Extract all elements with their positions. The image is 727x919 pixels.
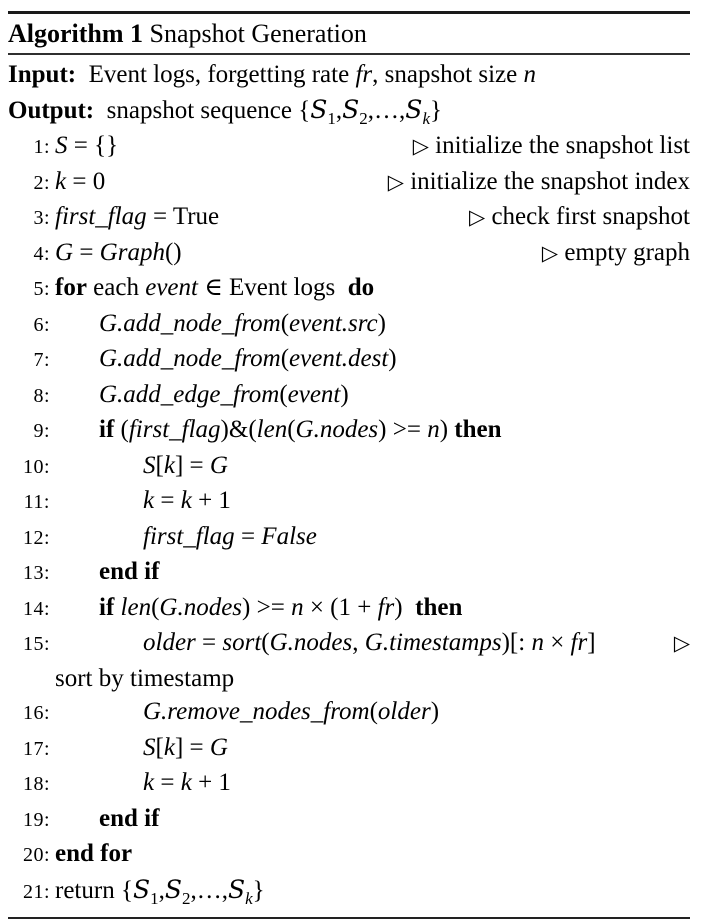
text-segment: = {}: [67, 132, 119, 159]
text-segment: k: [143, 769, 155, 796]
line-content: [55, 626, 596, 660]
line-comment: [403, 129, 690, 164]
line-number: 7:: [33, 349, 50, 371]
line-number: 12:: [22, 526, 50, 549]
text-segment: Event logs, forgetting rate: [76, 61, 356, 88]
text-segment: Snapshot Generation: [143, 18, 367, 48]
text-segment: S: [132, 874, 151, 904]
line-number: 4:: [33, 242, 50, 265]
algorithm-line: [8, 837, 690, 873]
comment-marker-icon: ▷: [412, 134, 429, 158]
algorithm-line: [8, 873, 690, 910]
text-segment: ): [377, 309, 386, 337]
line-comment: [664, 626, 690, 661]
text-segment: each: [86, 274, 146, 301]
text-segment: [: [155, 733, 164, 761]
preamble-row-output: [8, 92, 690, 128]
text-segment: k: [143, 487, 155, 514]
line-content: [55, 378, 349, 412]
text-segment: ]: [587, 629, 596, 656]
text-segment: ] =: [174, 451, 210, 479]
line-content: [55, 271, 374, 305]
text-segment: first_flag: [143, 522, 235, 550]
line-number: 13:: [22, 562, 50, 584]
comment-marker-icon: ▷: [469, 205, 486, 229]
text-segment: then: [454, 416, 502, 443]
text-segment: k: [180, 769, 192, 796]
text-segment: first_flag: [55, 203, 147, 230]
algorithm-line: [8, 591, 690, 627]
algorithm-line: [8, 378, 690, 414]
algorithm-line: [8, 520, 690, 556]
algorithm-line: [8, 731, 690, 767]
text-segment: 1: [150, 888, 159, 908]
algorithm-line: [8, 165, 690, 201]
text-segment: [: [155, 451, 164, 479]
text-segment: event.dest: [289, 345, 389, 372]
comment-marker-icon: ▷: [387, 169, 404, 194]
text-segment: fr: [355, 61, 373, 88]
text-segment: fr: [377, 593, 395, 621]
text-segment: (): [164, 238, 182, 266]
line-number: 16:: [22, 702, 50, 724]
text-segment: =: [73, 238, 100, 266]
text-segment: len: [256, 416, 288, 443]
algorithm-line: [8, 200, 690, 236]
line-number: 21:: [22, 880, 50, 903]
algorithm-lines: [8, 128, 690, 909]
line-content: [55, 342, 397, 376]
comment-marker-icon: ▷: [541, 240, 559, 265]
text-segment: {: [298, 97, 311, 124]
line-comment: [532, 236, 690, 271]
text-segment: ) >=: [378, 416, 428, 443]
text-segment: =: [234, 522, 262, 550]
text-segment: (: [280, 345, 290, 372]
text-segment: ): [388, 345, 397, 372]
text-segment: fr: [570, 629, 588, 656]
text-segment: ∈ Event logs: [197, 274, 348, 301]
text-segment: G.add_node_from: [99, 345, 281, 372]
line-number: 18:: [22, 773, 50, 795]
line-number: 15:: [22, 633, 50, 655]
line-content: [55, 766, 231, 800]
preamble-row-input: [8, 57, 690, 92]
algorithm-line: [8, 626, 690, 662]
text-segment: S: [55, 132, 68, 159]
text-segment: (: [279, 380, 288, 408]
line-number: 5:: [33, 278, 50, 300]
text-segment: for: [55, 274, 87, 301]
algorithm-line: [8, 236, 690, 272]
text-segment: ,: [352, 629, 365, 656]
text-segment: (: [369, 698, 378, 725]
algorithm-preamble: [8, 55, 690, 128]
text-segment: )&(: [220, 416, 257, 443]
text-segment: = True: [146, 203, 220, 230]
text-segment: G.nodes: [159, 593, 243, 621]
text-segment: ,…,: [190, 876, 228, 904]
text-segment: G.add_edge_from: [99, 380, 280, 408]
algorithm-line: [8, 129, 690, 165]
text-segment: G.remove_nodes_from: [143, 698, 370, 725]
line-content: [55, 520, 317, 554]
text-segment: , snapshot size: [372, 61, 524, 88]
line-content: [55, 837, 132, 871]
comment-text: check first snapshot: [485, 203, 690, 230]
text-segment: =: [195, 629, 223, 656]
text-segment: G.nodes: [269, 629, 353, 656]
text-segment: older: [143, 629, 196, 656]
text-segment: sort: [222, 629, 262, 656]
text-segment: ): [340, 380, 349, 408]
line-number: 9:: [33, 420, 50, 442]
text-segment: S: [310, 95, 328, 124]
text-segment: G.add_node_from: [99, 309, 281, 337]
line-content: [55, 695, 439, 729]
line-content: [55, 449, 228, 483]
line-content: [55, 873, 265, 908]
text-segment: k: [180, 487, 192, 514]
text-segment: ): [430, 698, 440, 725]
algorithm-line: [8, 484, 690, 520]
text-segment: (: [151, 593, 160, 621]
text-segment: first_flag: [128, 416, 221, 443]
text-segment: G: [209, 733, 228, 761]
comment-marker-icon: ▷: [673, 631, 690, 655]
text-segment: n: [427, 416, 440, 443]
line-number: 1:: [33, 136, 50, 158]
line-content: [55, 802, 159, 836]
algorithm-line: [8, 555, 690, 591]
text-segment: ] =: [174, 733, 210, 761]
algorithm-figure: [0, 11, 727, 908]
text-segment: {: [120, 876, 133, 904]
text-segment: S: [342, 95, 360, 124]
text-segment: G: [209, 451, 228, 479]
text-segment: then: [415, 593, 463, 621]
text-segment: S: [164, 874, 182, 904]
text-segment: =: [154, 487, 181, 514]
algorithm-line: [8, 695, 690, 731]
line-number: 17:: [22, 737, 50, 760]
line-number: 11:: [23, 491, 50, 513]
text-segment: event: [287, 380, 341, 408]
line-comment: [378, 165, 690, 200]
text-segment: )[:: [501, 629, 532, 656]
line-content: [55, 484, 231, 518]
algorithm-line: [8, 271, 690, 307]
line-number: 10:: [22, 455, 50, 478]
text-segment: S: [143, 733, 156, 761]
text-segment: ): [439, 416, 455, 443]
text-segment: return: [55, 876, 121, 904]
text-segment: if: [99, 593, 115, 621]
comment-text: empty graph: [558, 238, 690, 266]
text-segment: do: [347, 274, 375, 301]
algorithm-block: [8, 11, 690, 919]
text-segment: G.timestamps: [364, 629, 502, 656]
line-content: [55, 307, 386, 341]
text-segment: × (1 +: [303, 593, 378, 621]
line-content-wrap: sort by timestamp: [55, 664, 235, 692]
text-segment: S: [405, 95, 423, 124]
text-segment: }: [429, 97, 442, 124]
algorithm-line: [8, 413, 690, 449]
text-segment: G.nodes: [295, 416, 379, 443]
line-content: [55, 731, 228, 765]
algorithm-line: [8, 802, 690, 838]
algorithm-line: [8, 449, 690, 485]
line-number: 3:: [33, 207, 50, 229]
text-segment: k: [55, 167, 67, 195]
line-content: [55, 591, 462, 625]
text-segment: Output:: [8, 97, 95, 124]
text-segment: ×: [543, 629, 571, 656]
line-content: [55, 236, 182, 270]
text-segment: =: [154, 769, 181, 796]
text-segment: k: [163, 451, 175, 479]
line-content: [55, 413, 502, 447]
text-segment: ) >=: [242, 593, 292, 621]
text-segment: n: [523, 61, 536, 88]
text-segment: S: [143, 451, 156, 479]
text-segment: end if: [99, 558, 160, 585]
text-segment: G: [55, 238, 74, 266]
text-segment: n: [291, 593, 304, 621]
text-segment: ,: [335, 97, 343, 124]
algorithm-line: [8, 342, 690, 378]
text-segment: ): [394, 593, 416, 621]
text-segment: event: [145, 274, 198, 301]
text-segment: 2: [181, 888, 191, 908]
line-content: [55, 165, 105, 199]
line-comment: [459, 200, 690, 235]
text-segment: Graph: [99, 238, 165, 266]
comment-text: initialize the snapshot list: [428, 132, 690, 159]
text-segment: S: [227, 874, 246, 904]
line-number: 2:: [33, 171, 50, 194]
text-segment: + 1: [191, 769, 231, 796]
text-segment: end if: [99, 804, 160, 832]
algorithm-line: [8, 307, 690, 343]
text-segment: event.src: [289, 309, 378, 337]
text-segment: n: [531, 629, 544, 656]
line-number: 6:: [33, 313, 50, 336]
text-segment: (: [280, 309, 290, 337]
line-content: [55, 129, 118, 163]
text-segment: Input:: [8, 61, 77, 88]
text-segment: = 0: [66, 167, 106, 195]
text-segment: older: [377, 698, 431, 725]
text-segment: ,: [158, 876, 165, 904]
text-segment: snapshot sequence: [94, 97, 299, 124]
text-segment: end for: [55, 840, 133, 867]
text-segment: (: [261, 629, 270, 656]
text-segment: (: [287, 416, 296, 443]
text-segment: }: [252, 876, 265, 904]
text-segment: Algorithm 1: [8, 18, 144, 48]
line-content: [55, 555, 159, 589]
text-segment: len: [120, 593, 152, 621]
text-segment: k: [245, 888, 253, 908]
line-number: 14:: [22, 597, 50, 620]
text-segment: 1: [327, 109, 336, 128]
algorithm-line: [8, 766, 690, 802]
text-segment: (: [114, 416, 129, 443]
text-segment: 2: [359, 109, 368, 128]
text-segment: k: [422, 109, 430, 128]
line-content: [55, 200, 219, 234]
text-segment: k: [163, 733, 175, 761]
line-number: 20:: [22, 844, 50, 866]
text-segment: if: [99, 416, 115, 443]
line-number: 19:: [22, 808, 50, 831]
text-segment: False: [261, 522, 317, 550]
text-segment: + 1: [191, 487, 231, 514]
line-number: 8:: [33, 384, 50, 407]
algorithm-line-continuation: [8, 662, 690, 696]
comment-text: initialize the snapshot index: [403, 167, 690, 195]
algorithm-header: [8, 14, 690, 53]
text-segment: ,…,: [367, 97, 406, 124]
